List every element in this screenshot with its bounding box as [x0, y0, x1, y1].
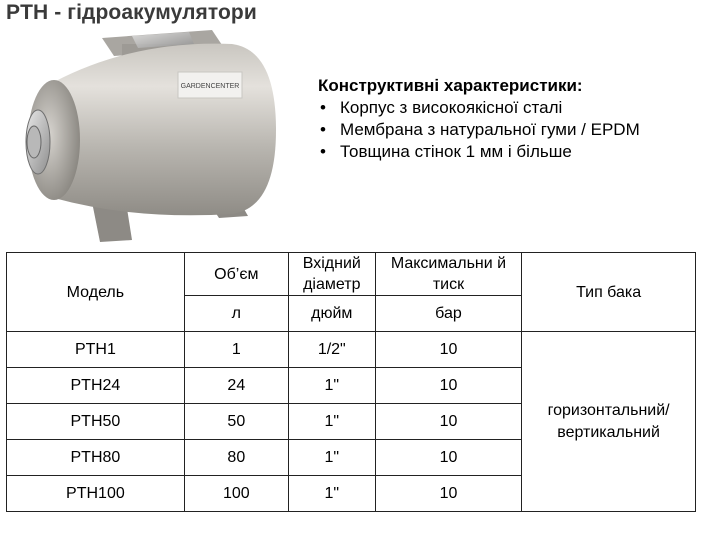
- cell-model: PTH100: [7, 476, 185, 512]
- cell-model: PTH80: [7, 440, 185, 476]
- cell-inlet: 1": [288, 476, 375, 512]
- header-inlet: Вхідний діаметр: [288, 253, 375, 296]
- cell-volume: 1: [184, 332, 288, 368]
- page-title: PTH - гідроакумулятори: [6, 1, 257, 24]
- specs-item: • Мембрана з натуральної гуми / EPDM: [318, 119, 640, 141]
- cell-tank-type: горизонтальний/ вертикальний: [522, 332, 696, 512]
- cell-volume: 100: [184, 476, 288, 512]
- cell-volume: 80: [184, 440, 288, 476]
- table-row: [7, 332, 696, 368]
- cell-inlet: 1/2": [288, 332, 375, 368]
- unit-pressure: бар: [375, 296, 521, 332]
- specs-section: [318, 75, 640, 163]
- table-header-row: [7, 253, 696, 296]
- cell-inlet: 1": [288, 404, 375, 440]
- unit-inlet: дюйм: [288, 296, 375, 332]
- cell-volume: 24: [184, 368, 288, 404]
- pressure-tank-illustration: [14, 30, 284, 250]
- cell-pressure: 10: [375, 404, 521, 440]
- cell-pressure: 10: [375, 368, 521, 404]
- cell-volume: 50: [184, 404, 288, 440]
- specs-list: [318, 97, 640, 163]
- cell-model: PTH1: [7, 332, 185, 368]
- header-model: Модель: [7, 253, 185, 332]
- cell-pressure: 10: [375, 476, 521, 512]
- tank-image: [14, 30, 284, 250]
- cell-inlet: 1": [288, 368, 375, 404]
- cell-inlet: 1": [288, 440, 375, 476]
- header-type: Тип бака: [522, 253, 696, 332]
- specs-heading: Конструктивні характеристики:: [318, 76, 583, 95]
- header-pressure: Максимальни й тиск: [375, 253, 521, 296]
- cell-model: PTH50: [7, 404, 185, 440]
- product-table: [6, 252, 696, 512]
- cell-pressure: 10: [375, 332, 521, 368]
- cell-model: PTH24: [7, 368, 185, 404]
- cell-pressure: 10: [375, 440, 521, 476]
- header-volume: Об’єм: [184, 253, 288, 296]
- tank-label-text: GARDENCENTER: [180, 83, 240, 90]
- specs-item: • Корпус з високоякісної сталі: [318, 97, 640, 119]
- unit-volume: л: [184, 296, 288, 332]
- specs-item: • Товщина стінок 1 мм і більше: [318, 141, 640, 163]
